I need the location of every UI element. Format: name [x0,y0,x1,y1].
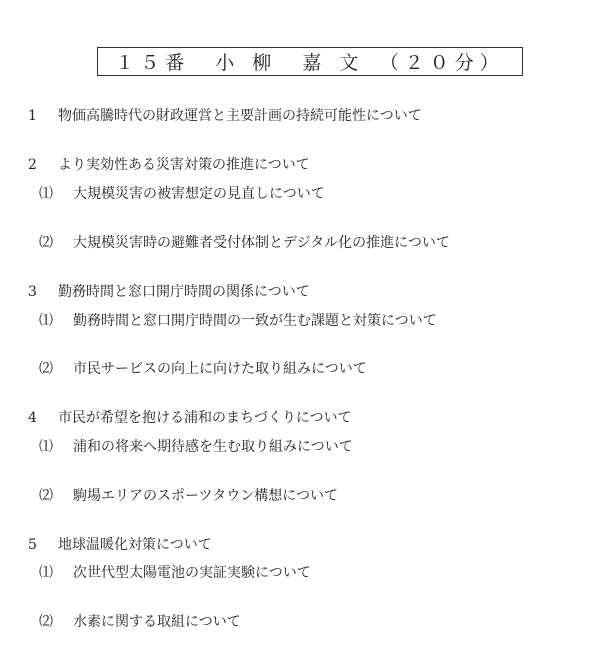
topic-number: 3 [28,284,37,300]
subtopic-number: ⑴ [39,439,53,455]
subtopic-5-2 [39,612,241,632]
topic-text: より実効性ある災害対策の推進について [58,157,310,173]
subtopic-2-1 [39,184,325,204]
subtopic-number: ⑴ [39,186,53,202]
topic-text: 勤務時間と窓口開庁時間の関係について [58,284,310,300]
subtopic-text: 大規模災害の被害想定の見直しについて [73,186,325,202]
subtopic-text: 水素に関する取組について [73,614,241,630]
subtopic-4-1 [39,437,353,457]
topic-number: 1 [28,108,37,124]
topic-text: 物価高騰時代の財政運営と主要計画の持続可能性について [58,108,422,124]
subtopic-number: ⑵ [39,361,53,377]
topic-number: 2 [28,157,37,173]
subtopic-text: 市民サービスの向上に向けた取り組みについて [73,361,367,377]
subtopic-number: ⑵ [39,488,53,504]
subtopic-number: ⑵ [39,614,53,630]
topic-4 [28,408,352,428]
subtopic-text: 駒場エリアのスポーツタウン構想について [73,488,339,504]
page-title: １５番 小 柳 嘉 文 （２０分） [97,47,523,76]
subtopic-number: ⑴ [39,565,53,581]
subtopic-number: ⑴ [39,313,53,329]
topic-number: 4 [28,410,37,426]
subtopic-number: ⑵ [39,235,53,251]
subtopic-text: 大規模災害時の避難者受付体制とデジタル化の推進について [73,235,450,251]
subtopic-text: 浦和の将来へ期待感を生む取り組みについて [73,439,353,455]
subtopic-text: 勤務時間と窓口開庁時間の一致が生む課題と対策について [73,313,437,329]
topic-3 [28,282,310,302]
topic-5 [28,535,212,555]
topic-text: 市民が希望を抱ける浦和のまちづくりについて [58,410,352,426]
topic-text: 地球温暖化対策について [58,537,212,553]
subtopic-text: 次世代型太陽電池の実証実験について [73,565,311,581]
subtopic-4-2 [39,486,338,506]
subtopic-5-1 [39,563,311,583]
subtopic-3-1 [39,311,437,331]
topic-2 [28,155,310,175]
subtopic-3-2 [39,359,367,379]
topic-number: 5 [28,537,37,553]
subtopic-2-2 [39,233,450,253]
topic-1 [28,106,422,126]
